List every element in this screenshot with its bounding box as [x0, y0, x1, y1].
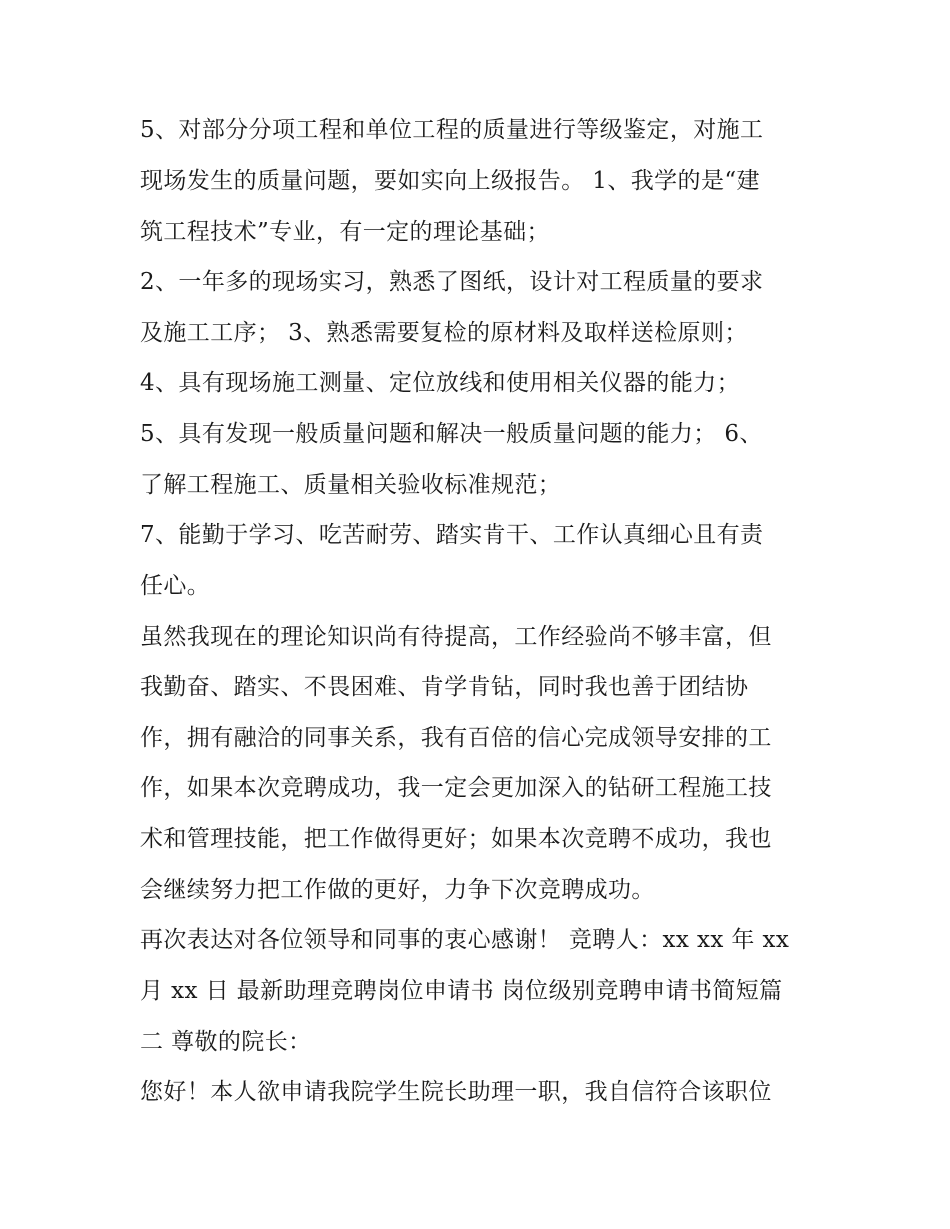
text-line: 筑工程技术”专业，有一定的理论基础；	[140, 219, 550, 245]
text-line: 及施工工序； 3、熟悉需要复检的原材料及取样送检原则；	[140, 320, 748, 346]
text-line: 任心。	[140, 573, 211, 599]
text-line: 5、具有发现一般质量问题和解决一般质量问题的能力； 6、	[140, 421, 763, 447]
text-line: 虽然我现在的理论知识尚有待提高，工作经验尚不够丰富，但	[140, 624, 772, 650]
text-line: 我勤奋、踏实、不畏困难、肯学肯钻，同时我也善于团结协	[140, 674, 749, 700]
text-line: 术和管理技能，把工作做得更好；如果本次竞聘不成功，我也	[140, 826, 772, 852]
text-line: 作，拥有融洽的同事关系，我有百倍的信心完成领导安排的工	[140, 725, 772, 751]
text-line: 2、一年多的现场实习，熟悉了图纸，设计对工程质量的要求	[140, 269, 764, 295]
text-line: 现场发生的质量问题，要如实向上级报告。 1、我学的是“建	[140, 168, 760, 194]
text-line: 作，如果本次竞聘成功，我一定会更加深入的钻研工程施工技	[140, 775, 772, 801]
text-line: 5、对部分分项工程和单位工程的质量进行等级鉴定，对施工	[140, 117, 764, 143]
text-line: 7、能勤于学习、吃苦耐劳、踏实肯干、工作认真细心且有责	[140, 522, 764, 548]
text-line: 会继续努力把工作做的更好，力争下次竞聘成功。	[140, 877, 655, 903]
text-line: 月 xx 日 最新助理竞聘岗位申请书 岗位级别竞聘申请书简短篇	[140, 978, 783, 1004]
text-line: 您好！本人欲申请我院学生院长助理一职，我自信符合该职位	[140, 1079, 772, 1105]
text-line: 了解工程施工、质量相关验收标准规范；	[140, 472, 562, 498]
text-line: 再次表达对各位领导和同事的衷心感谢！ 竞聘人：xx xx 年 xx	[140, 927, 790, 953]
text-line: 二 尊敬的院长：	[140, 1029, 312, 1055]
text-line: 4、具有现场施工测量、定位放线和使用相关仪器的能力；	[140, 370, 741, 396]
